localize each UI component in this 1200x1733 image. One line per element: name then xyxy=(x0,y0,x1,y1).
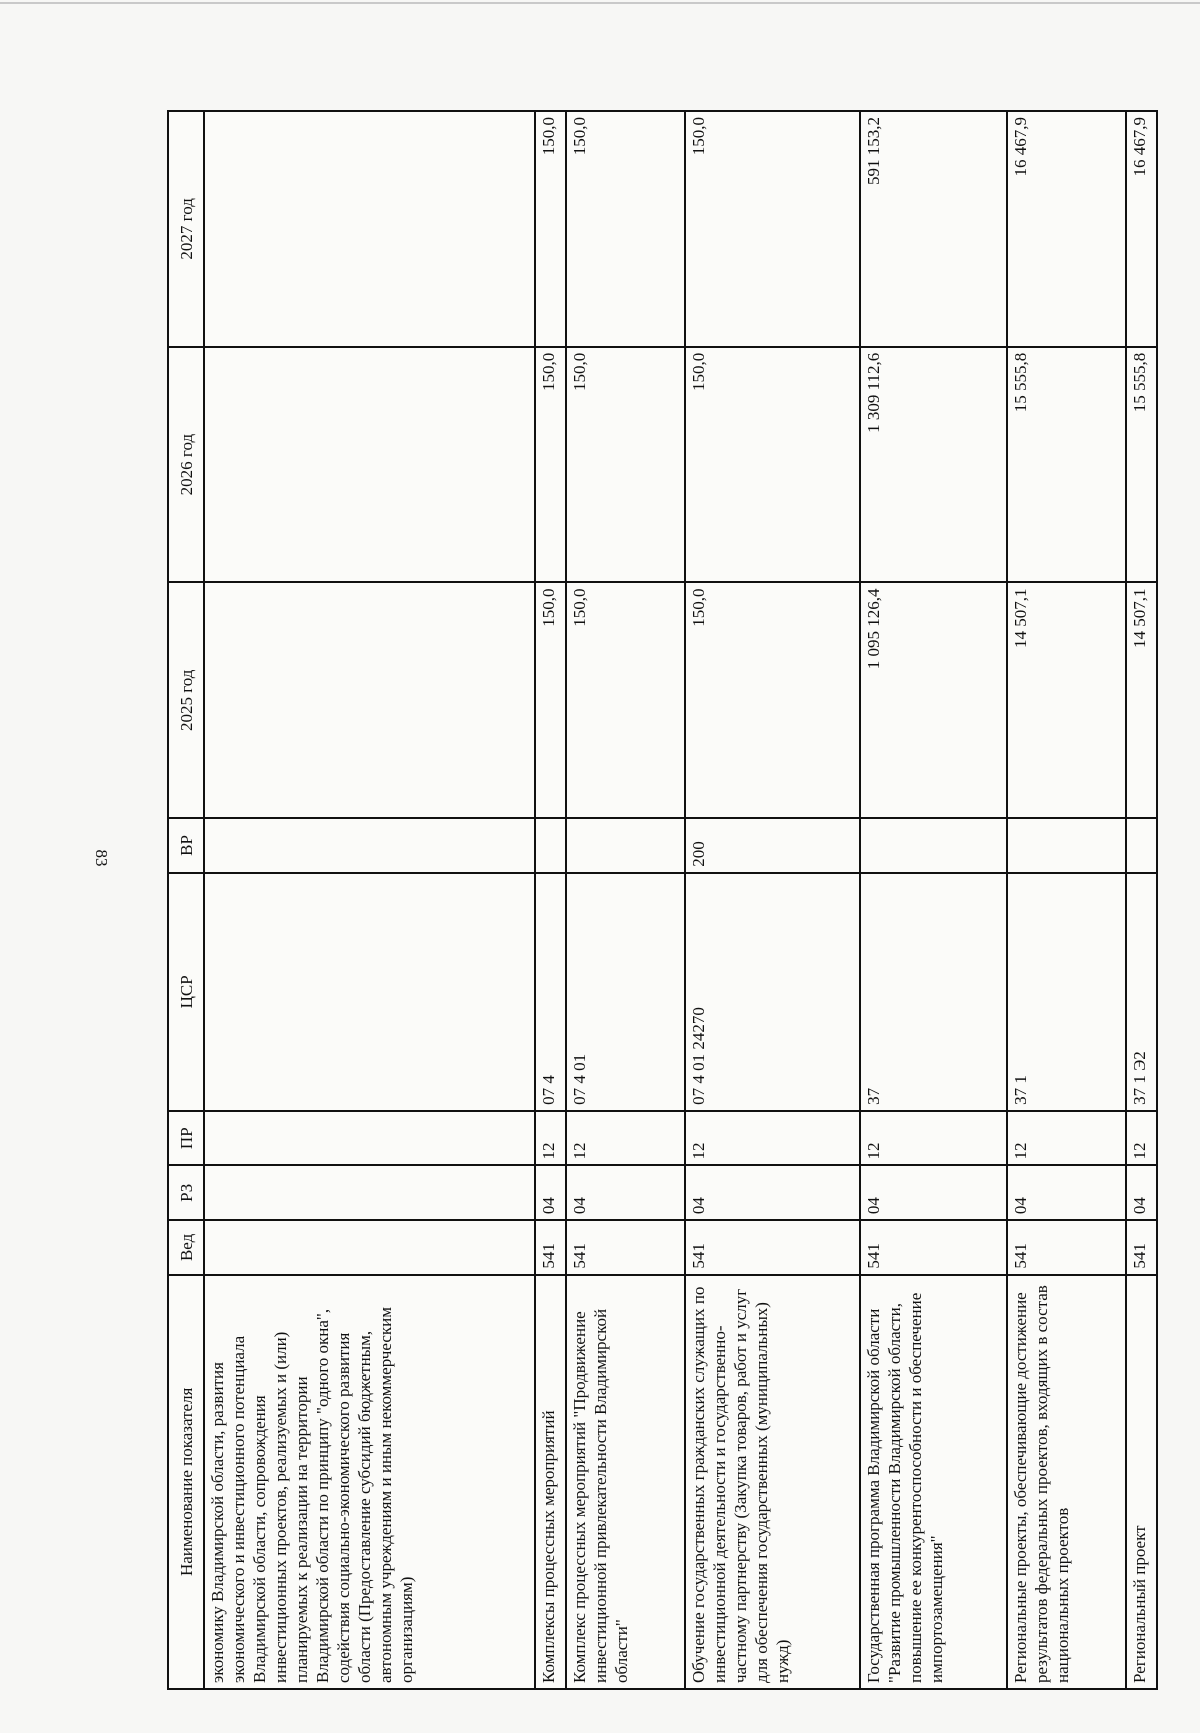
cell-csr: 37 xyxy=(860,873,1007,1111)
cell-ved: 541 xyxy=(535,1220,566,1275)
page-number: 83 xyxy=(92,849,111,867)
header-pr: ПР xyxy=(168,1111,204,1166)
cell-pr: 12 xyxy=(1126,1111,1157,1166)
header-name: Наименование показателя xyxy=(168,1275,204,1689)
cell-vr xyxy=(1007,818,1126,873)
cell-vr xyxy=(535,818,566,873)
table-row xyxy=(204,111,535,1689)
header-ved: Вед xyxy=(168,1220,204,1275)
cell-name: экономику Владимирской области, развития экономического и инвестиционного потенциала Владимирской области, сопровождения инвестиционных проектов, реализуемых и (или) планируемых к реализации на территории Владимирской области по принципу "одного окна", содействия социально-экономического развития области (Предоставление субсидий бюджетным, автономным учреждениям и иным некоммерческим организациям) xyxy=(204,1275,535,1689)
cell-2025: 1 095 126,4 xyxy=(860,582,1007,818)
cell-rz xyxy=(204,1166,535,1221)
cell-name: Региональные проекты, обеспечивающие достижение результатов федеральных проектов, входящих в состав национальных проектов xyxy=(1007,1275,1126,1689)
cell-name: Обучение государственных гражданских служащих по инвестиционной деятельности и государственно-частному партнерству (Закупка товаров, работ и услуг для обеспечения государственных (муниципальных) нужд) xyxy=(685,1275,860,1689)
cell-2025: 150,0 xyxy=(685,582,860,818)
cell-ved: 541 xyxy=(860,1220,1007,1275)
cell-ved: 541 xyxy=(1007,1220,1126,1275)
cell-rz: 04 xyxy=(685,1166,860,1221)
cell-csr: 07 4 01 xyxy=(566,873,685,1111)
cell-2025: 14 507,1 xyxy=(1007,582,1126,818)
header-2026: 2026 год xyxy=(168,347,204,583)
cell-2027: 150,0 xyxy=(566,111,685,347)
cell-csr: 07 4 xyxy=(535,873,566,1111)
cell-2026: 150,0 xyxy=(685,347,860,583)
header-vr: ВР xyxy=(168,818,204,873)
table-row xyxy=(1126,111,1157,1689)
table-row xyxy=(860,111,1007,1689)
cell-pr: 12 xyxy=(535,1111,566,1166)
table-row xyxy=(1007,111,1126,1689)
cell-csr xyxy=(204,873,535,1111)
header-2025: 2025 год xyxy=(168,582,204,818)
cell-rz: 04 xyxy=(535,1166,566,1221)
cell-pr: 12 xyxy=(1007,1111,1126,1166)
cell-rz: 04 xyxy=(860,1166,1007,1221)
cell-csr: 07 4 01 24270 xyxy=(685,873,860,1111)
cell-name: Комплексы процессных мероприятий xyxy=(535,1275,566,1689)
cell-2025: 150,0 xyxy=(566,582,685,818)
cell-pr: 12 xyxy=(566,1111,685,1166)
cell-vr xyxy=(204,818,535,873)
cell-2025: 150,0 xyxy=(535,582,566,818)
table-row xyxy=(566,111,685,1689)
cell-2025 xyxy=(204,582,535,818)
scan-edge xyxy=(0,2,1200,4)
cell-ved: 541 xyxy=(685,1220,860,1275)
cell-2027: 16 467,9 xyxy=(1126,111,1157,347)
cell-2026 xyxy=(204,347,535,583)
cell-rz: 04 xyxy=(1007,1166,1126,1221)
cell-csr: 37 1 Э2 xyxy=(1126,873,1157,1111)
cell-vr xyxy=(1126,818,1157,873)
cell-name: Региональный проект xyxy=(1126,1275,1157,1689)
rotated-table-frame xyxy=(167,110,1158,1690)
cell-ved: 541 xyxy=(566,1220,685,1275)
table-row xyxy=(535,111,566,1689)
cell-2025: 14 507,1 xyxy=(1126,582,1157,818)
cell-2026: 150,0 xyxy=(535,347,566,583)
cell-2026: 15 555,8 xyxy=(1007,347,1126,583)
header-csr: ЦСР xyxy=(168,873,204,1111)
cell-name: Комплекс процессных мероприятий "Продвижение инвестиционной привлекательности Владимирской области" xyxy=(566,1275,685,1689)
cell-name: Государственная программа Владимирской области "Развитие промышленности Владимирской области, повышение ее конкурентоспособности и обеспечение импортозамещения" xyxy=(860,1275,1007,1689)
cell-pr: 12 xyxy=(685,1111,860,1166)
cell-2026: 15 555,8 xyxy=(1126,347,1157,583)
cell-csr: 37 1 xyxy=(1007,873,1126,1111)
cell-vr: 200 xyxy=(685,818,860,873)
cell-pr xyxy=(204,1111,535,1166)
cell-ved xyxy=(204,1220,535,1275)
table-wrapper xyxy=(167,110,1158,1690)
cell-pr: 12 xyxy=(860,1111,1007,1166)
cell-rz: 04 xyxy=(1126,1166,1157,1221)
cell-2027: 150,0 xyxy=(535,111,566,347)
cell-2027: 150,0 xyxy=(685,111,860,347)
cell-ved: 541 xyxy=(1126,1220,1157,1275)
table-header-row xyxy=(168,111,204,1689)
cell-2027: 16 467,9 xyxy=(1007,111,1126,347)
header-rz: РЗ xyxy=(168,1166,204,1221)
cell-2027 xyxy=(204,111,535,347)
header-2027: 2027 год xyxy=(168,111,204,347)
budget-table xyxy=(167,110,1158,1690)
cell-vr xyxy=(566,818,685,873)
cell-2027: 591 153,2 xyxy=(860,111,1007,347)
table-row xyxy=(685,111,860,1689)
cell-vr xyxy=(860,818,1007,873)
cell-rz: 04 xyxy=(566,1166,685,1221)
cell-2026: 1 309 112,6 xyxy=(860,347,1007,583)
cell-2026: 150,0 xyxy=(566,347,685,583)
